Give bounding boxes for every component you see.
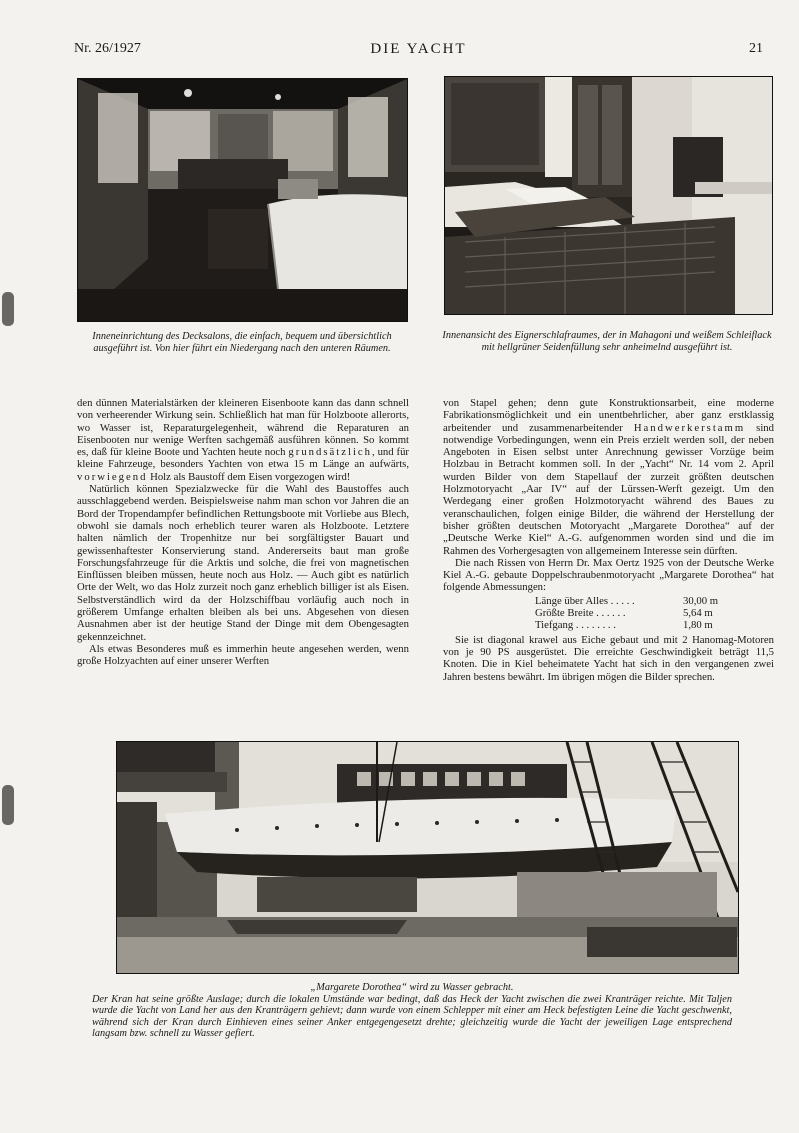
paragraph [443,397,774,557]
spaced-emphasis: vorwiegend [77,470,148,483]
paragraph: Natürlich können Spezialzwecke für die Wahl des Baustoffes auch ausschlaggebend werden. Beispielsweise nahm man schon vor Jahren die an Bord der Tropendampfer befindlichen Rettungsboote mit Vorliebe aus Blech, obwohl sie damals noch erheblich teurer waren als Holzboote. Letztere halten nämlich der Tropenhitze nur bei sorgfältigster Bauart und gewissenhaftester Konservierung stand. Andererseits baut man große Forschungsfahrzeuge für die Arktis und solche, die frei von magnetischen Einflüssen bleiben müssen, heute noch aus Holz. — Auch gibt es natürlich Orte der Welt, wo das Holz zurzeit noch ganz erheblich billiger ist als Eisen. Selbstverständlich wird da der Holzschiffbau vorläufig auch noch in größerem Umfange erhalten bleiben als bei uns. Abgesehen von diesen Ausnahmen aber ist der heutige Stand der Dinge mit dem Obengesagten gekennzeichnet. [77,483,409,643]
dimension-value: 30,00 m [683,594,719,607]
binding-mark [2,292,14,326]
spaced-emphasis: grundsätzlich [288,446,372,459]
paragraph: Als etwas Besonderes muß es immerhin heute angesehen werden, wenn große Holzyachten auf einer unserer Werften [77,642,409,668]
text-run: von Stapel gehen; denn gute Konstruktionsarbeit, eine moderne Fabrikationsmöglichkeit und ein unentbehrlicher, aber ganz erstklassig arbeitender und zusammenarbeitender [443,397,774,434]
text-run: sind notwendige Vorbedingungen, wenn ein Preis erzielt werden soll, der neben Angeboten in Eisen selbst unter Anrechnung gewisser Vorzüge beim Holzbau in Betracht kommen soll. In der „Yacht“ Nr. 14 vom 2. April wurden Bilder von dem Stapellauf der zurzeit größten deutschen Holzmotoryacht „Aar IV“ auf der Lürssen-Werft gezeigt. Um den Werdegang einer großen Holzmotoryacht während des Baues zu veranschaulichen, folgen einige Bilder, die während der Herstellung der bisher größten deutschen Motoryacht „Margarete Dorothea“ auf der „Deutsche Werke Kiel“ A.-G. aufgenommen worden sind und die im Rahmen des Vorhergesagten von allgemeinem Interesse sein dürften. [443,421,774,557]
dimension-row [443,595,774,607]
issue-number: Nr. 26/1927 [74,41,141,56]
launch-caption-title: „Margarete Dorothea“ wird zu Wasser gebracht. [310,982,514,993]
spaced-emphasis: Handwerkerstamm [633,421,746,434]
magazine-title: DIE YACHT [370,41,467,57]
text-run: , und für kleine Fahrzeuge, besonders Yachten von etwa 15 m Länge an aufwärts, [77,446,409,471]
dimension-value: 5,64 m [683,607,713,620]
dimension-label: Länge über Alles . . . . . [535,594,635,607]
dimension-value: 1,80 m [683,619,713,632]
left-text-column [77,397,409,668]
dimension-row [443,607,774,619]
launch-caption-body: Der Kran hat seine größte Auslage; durch die lokalen Umstände war bedingt, daß das Heck der Yacht zwischen die zwei Kranträger reichte. Mit Taljen wurde die Yacht von Land her aus den Kranträgern gehievt; dann wurde von einem Schlepper mit einer am Heck befestigten Leine die Yacht geschwenkt, während sich der Kran durch Einhieven eines seiner Anker entgegengesetzt drehte; gleichzeitig wurde die Yacht der jeweiligen Lage entsprechend langsam bzw. schnell zu Wasser gefiert. [92,993,732,1040]
dimension-row [443,619,774,631]
dimension-label: Tiefgang . . . . . . . . [535,619,616,632]
right-text-column [443,397,774,683]
paragraph [77,397,409,483]
paragraph: Die nach Rissen von Herrn Dr. Max Oertz 1925 von der Deutsche Werke Kiel A.-G. gebaute Doppelschraubenmotoryacht „Margarete Dorothea“ hat folgende Abmessungen: [443,556,774,594]
page-header [74,41,763,61]
owner-cabin-photo [444,76,773,315]
owner-cabin-caption: Innenansicht des Eignerschlafraumes, der in Mahagoni und weißem Schleiflack mit hellgrüner Seidenfüllung sehr anheimelnd ausgeführt ist. [442,330,772,353]
deck-salon-caption: Inneneinrichtung des Decksalons, die einfach, bequem und übersichtlich ausgeführt ist. Von hier führt ein Niedergang nach den unteren Räumen. [92,331,392,354]
binding-mark [2,785,14,825]
text-run: den dünnen Materialstärken der kleineren Eisenboote kann das dann schnell von verheerender Wirkung sein. Schließlich hat man für Holzboote allerorts, wo Wasser ist, Reparaturgelegenheit, während die Reparaturen an Eisenbooten nur wenige Werften sachgemäß ausführen können. So kommt es, daß für kleine Boote und Yachten heute noch [77,397,409,459]
page-number: 21 [749,41,763,56]
deck-salon-photo [77,78,408,322]
dimensions-table [443,595,774,632]
text-run: Holz als Baustoff dem Eisen vorgezogen wird! [147,470,351,483]
yacht-launch-photo [116,741,739,974]
launch-caption [92,982,732,1040]
paragraph: Sie ist diagonal krawel aus Eiche gebaut und mit 2 Hanomag-Motoren von je 90 PS ausgerüstet. Die erreichte Geschwindigkeit beträgt 11,5 Knoten. Die in Kiel beheimatete Yacht hat sich in den vergangenen zwei Jahren bestens bewährt. Im übrigen mögen die Bilder sprechen. [443,633,774,683]
dimension-label: Größte Breite . . . . . . [535,607,626,620]
